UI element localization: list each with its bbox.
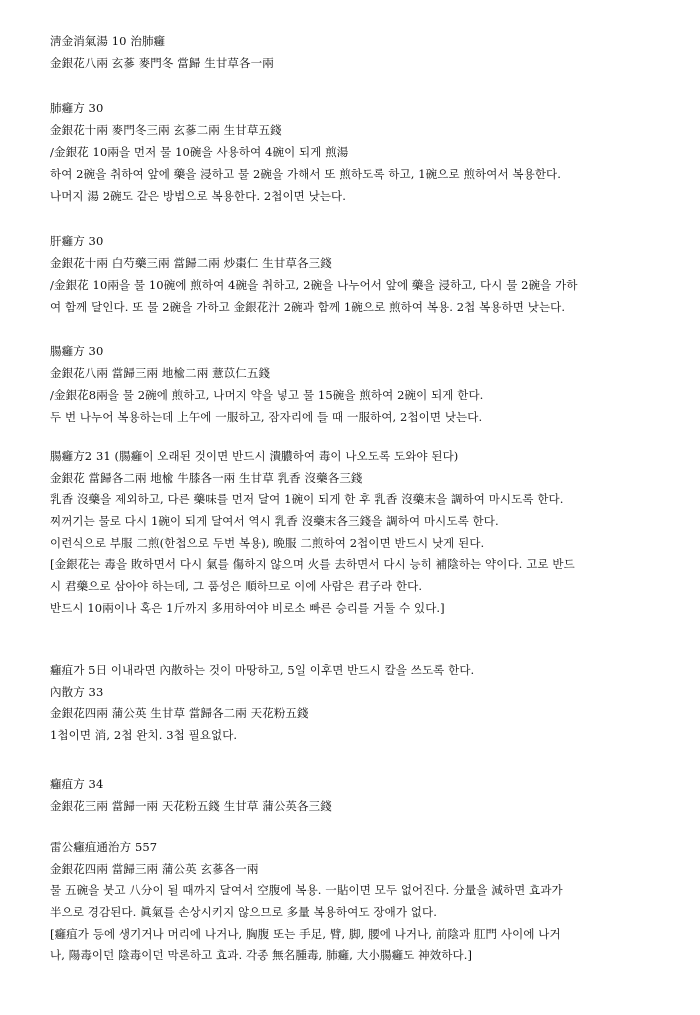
text-line: /金銀花 10兩을 물 10碗에 煎하여 4碗을 취하고, 2碗을 나누어서 앞에 藥을 浸하고, 다시 물 2碗을 가하 (50, 278, 578, 292)
text-line: 이런식으로 부服 二煎(한첩으로 두번 복용), 晩服 二煎하여 2첩이면 반드시 낫게 된다. (50, 535, 485, 550)
text-line: 乳香 沒藥을 제외하고, 다른 藥味를 먼저 달여 1碗이 되게 한 후 乳香 沒藥末을 調하여 마시도록 한다. (50, 492, 564, 507)
text-line: 半으로 경감된다. 眞氣를 손상시키지 않으므로 多量 복용하여도 장애가 없다. (50, 905, 437, 920)
text-line: /金銀花 10兩을 먼저 물 10碗을 사용하여 4碗이 되게 煎湯 (50, 145, 349, 159)
text-line: 반드시 10兩이나 혹은 1斤까지 多用하여야 비로소 빠른 승리를 거둘 수 있다.] (50, 600, 445, 615)
section-title: 肝癰方 30 (50, 234, 104, 248)
section-title: 雷公癰疽通治方 557 (50, 840, 158, 854)
text-line: 1첩이면 消, 2첩 완치. 3첩 필요없다. (50, 728, 238, 743)
text-line: 하여 2碗을 취하여 앞에 藥을 浸하고 물 2碗을 가해서 또 煎하도록 하고, 1碗으로 煎하여서 복용한다. (50, 167, 562, 181)
text-line: 나, 陽毒이던 陰毒이던 막론하고 효과. 각종 無名腫毒, 肺癰, 大小腸癰도 神效하다.] (50, 948, 473, 963)
section-lung-abscess-formula (50, 97, 680, 207)
text-line: [金銀花는 毒을 敗하면서 다시 氣를 傷하지 않으며 火를 去하면서 다시 능히 補陰하는 약이다. 고로 반드 (50, 557, 575, 572)
text-line: 金銀花八兩 當歸三兩 地楡二兩 薏苡仁五錢 (50, 366, 271, 380)
section-liver-abscess-formula (50, 230, 680, 318)
section-title: 肺癰方 30 (50, 101, 104, 115)
section-intestinal-abscess-formula (50, 340, 680, 428)
section-intestinal-abscess-formula-2 (50, 446, 680, 620)
text-line: 나머지 湯 2碗도 같은 방법으로 복용한다. 2첩이면 낫는다. (50, 189, 347, 203)
text-line: 시 君藥으로 삼아야 하는데, 그 품성은 順하므로 이에 사람은 君子라 한다. (50, 579, 423, 594)
text-line: 金銀花四兩 當歸三兩 蒲公英 玄蔘各一兩 (50, 861, 259, 876)
section-title: 腸癰方 30 (50, 344, 104, 358)
text-line: 金銀花 當歸各二兩 地楡 牛膝各一兩 生甘草 乳香 沒藥各三錢 (50, 470, 363, 485)
text-line: 金銀花十兩 白芍藥三兩 當歸二兩 炒棗仁 生甘草各三錢 (50, 256, 332, 270)
section-title: 腸癰方2 31 (腸癰이 오래된 것이면 반드시 潰膿하여 毒이 나오도록 도와야 된다) (50, 449, 459, 463)
text-line: 金銀花十兩 麥門冬三兩 玄蔘二兩 生甘草五錢 (50, 123, 282, 137)
text-line: /金銀花8兩을 물 2碗에 煎하고, 나머지 약을 넣고 물 15碗을 煎하여 2碗이 되게 한다. (50, 388, 484, 402)
section-qingjin-xiaoqi-tang (50, 30, 680, 74)
section-carbuncle-formula (50, 773, 680, 817)
text-line: [癰疽가 등에 생기거나 머리에 나거나, 胸腹 또는 手足, 臂, 脚, 腰에 나거나, 前陰과 肛門 사이에 나거 (50, 926, 561, 941)
text-line: 물 五碗을 붓고 八分이 될 때까지 달여서 空腹에 복용. 一貼이면 모두 없어진다. 分量을 減하면 효과가 (50, 883, 563, 898)
text-line: 金銀花八兩 玄蔘 麥門冬 當歸 生甘草各一兩 (50, 56, 274, 70)
text-line: 두 번 나누어 복용하는데 上午에 一服하고, 잠자리에 들 때 一服하여, 2첩이면 낫는다. (50, 410, 483, 424)
text-line: 金銀花三兩 當歸一兩 天花粉五錢 生甘草 蒲公英各三錢 (50, 799, 332, 813)
text-line: 찌꺼기는 물로 다시 1碗이 되게 달여서 역시 乳香 沒藥末各三錢을 調하여 마시도록 한다. (50, 514, 499, 529)
section-title: 癰疽方 34 (50, 777, 104, 791)
text-line: 여 함께 달인다. 또 물 2碗을 가하고 金銀花汁 2碗과 함께 1碗으로 煎하여 복용. 2첩 복용하면 낫는다. (50, 300, 566, 314)
section-title: 淸金消氣湯 10 治肺癰 (50, 34, 166, 48)
text-line: 內散方 33 (50, 684, 104, 699)
text-line: 金銀花四兩 蒲公英 生甘草 當歸各二兩 天花粉五錢 (50, 706, 309, 721)
section-title: 癰疽가 5日 이내라면 內散하는 것이 마땅하고, 5일 이후면 반드시 칼을 쓰도록 한다. (50, 663, 475, 677)
section-leigong-carbuncle-formula (50, 837, 680, 967)
section-internal-dispersing-formula (50, 660, 680, 747)
